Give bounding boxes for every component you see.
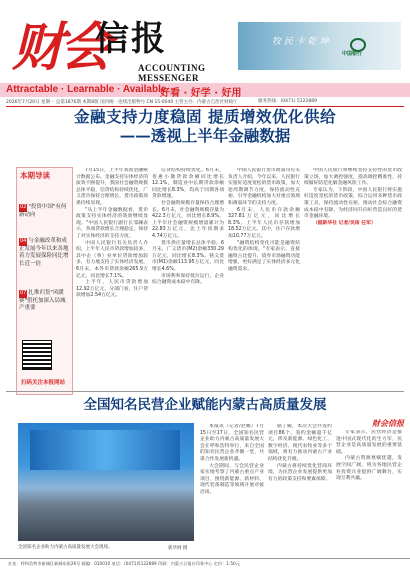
section-divider [6,391,404,392]
lead-headline[interactable]: 金融支持力度稳固 提质增效优化供给 [74,107,336,126]
paragraph: 6月末，人民币存款余额327.81万亿元，同比增长8.3%。上半年人民币存款增加18.52万亿元。其中，住户存款增加10.77万亿元。 [228,207,300,239]
logo-en-line-2: MESSENGER [138,73,200,83]
article-byline: （据新华社 记者/吴雨 任军） [313,220,376,226]
guide-item[interactable] [19,204,69,219]
masthead-logo-cai: 财会 [12,17,109,78]
section-logo: 财会信报 [372,419,404,428]
paragraph: 内蒙古将持续优化营商环境，为民营企业发展提供更加有力的政策支持和要素保障。 [268,463,332,482]
paragraph: 大会期间，与会民营企业家实地考察了内蒙古重点产业项目，围绕新能源、新材料、现代装备制造等领域开展对接洽谈。 [200,463,264,495]
guide-item-page: 02 [20,204,27,210]
paragraph: "融资结构变化可能是融资结构优化的体现。"专家表示，直接融资占比提升，债券市场融资功能增强，更好满足了实体经济多元化融资需求。 [228,240,300,272]
qr-code-icon[interactable] [22,340,52,370]
paragraph: 货币供应量增长总体平稳。6月末，广义货币(M2)余额330.29万亿元，同比增长8.3%。狭义货币(M1)余额113.95万亿元，同比增长4.6%。 [152,240,224,272]
guide-item-page: 07 [20,290,27,296]
top-banner-bank-name: 中国银行 [342,51,363,57]
paragraph: 市场利率保持低位运行，企业综合融资成本稳中有降。 [152,273,224,286]
second-article-column-3 [336,430,402,556]
guide-item[interactable] [19,290,69,313]
paragraph: 中国人民银行货币政策司有关负责人介绍，今年以来，人民银行实施好适度宽松的货币政策，加大逆周期调节力度，保持流动性充裕，引导金融机构加大对重点领域和薄弱环节的支持力度。 [228,168,300,206]
qr-code-label: 扫码关注本报网站 [21,380,66,386]
paragraph: 中国人民银行将继续坚持支持性的货币政策立场，加大调控强度，提高调控精准性，持续做好防范化解金融风险工作。 [304,168,402,187]
issue-guide-title: 本期导读 [20,171,50,180]
slogan-chinese: 好看 · 好学 · 好用 [160,88,242,99]
logo-en-line-1: ACCOUNTING [138,63,206,73]
second-article-column-2 [268,424,332,556]
second-article-headline[interactable]: 全国知名民营企业赋能内蒙古高质量发展 [83,397,327,413]
guide-item-page: 04 [20,238,27,244]
paragraph: 上半年，人民币贷款增加12.92万亿元。分部门看，住户贷款增加2.54万亿元。 [76,280,148,299]
top-banner-ad-text: 牧 民 卡 乾 坤 [272,37,329,47]
paragraph: 内蒙古资源禀赋优越，发展空间广阔，将为各地民营企业投资兴业提供广阔舞台，实现互利共赢。 [336,456,402,482]
guide-item-text: 与金融改革和成正发展今年以来各地着力发展保险同比增长近一倍 [19,238,69,267]
guide-item-text: 扎堆归货"风暖赛"借托加深入局城产重要 [19,290,66,311]
second-article-column-1 [200,424,264,556]
lead-article-column-2 [152,168,224,390]
issue-meta-line: 2026年7月20日 星期一 总第1876期 本期8版 国内统一连续出版物号 CN 15-0040 主管主办：内蒙古自治区财政厅 [6,99,404,107]
lead-subheadline[interactable]: ——透视上半年金融数据 [119,126,291,145]
lead-article-column-1 [76,168,148,390]
paragraph: 专家表示，民营经济是推进中国式现代化的生力军，民营企业是高质量发展的重要基础。 [336,430,402,455]
service-hotline: 服务热线：(0471) 5122889 [258,99,317,104]
slogan-english: Attractable · Learnable · Available [6,84,167,95]
guide-item-text: "投资中国"有何新动向 [19,204,67,218]
event-photo-stage-screen [30,430,180,470]
paragraph: 专家认为，下阶段，中国人民银行将实施好适度宽松的货币政策，综合运用多种货币政策工具，保持流动性充裕，推动社会综合融资成本稳中有降，为经济回升向好营造良好的货币金融环境。 [304,187,402,220]
photo-caption: 全国知名企业助力内蒙古高质量发展大会现场。 [18,545,113,550]
masthead-logo-english [138,63,206,83]
masthead-logo-xinbao: 信报 [95,19,167,59]
paragraph: 中国人民银行有关负责人介绍，上半年人民币贷款增加较多，其中企（事）业单位贷款增加较多，有力地支持了实体经济发展。6月末，本外币贷款余额265.9万亿元，同比增长7.1%。 [76,240,148,279]
photo-credit: 新华网 摄 [168,546,188,551]
paragraph: 7月15日，上半年我国金融统计数据公布。金融支持实体经济的质效不断提升，我国社会融资规模总体平稳，信贷结构持续优化，广义货币保持合理增长，货币政策效果持续显现。 [76,168,148,206]
page-footer: 社址：呼和浩特市新城区新城东街26号 邮编：010010 电话：(0471)5122889 印刷：内蒙古日报社印务中心 定价：1.50元 [0,558,410,568]
paragraph: 据了解，本次大会共签约项目86个，签约金额超千亿元，涉及新能源、绿色化工、数字经济、现代农牧业等多个领域，将有力推动内蒙古产业结构优化升级。 [268,424,332,462]
paragraph: "从上半年金融数据看，货币政策支持实体经济的效果继续显现。"中国人民银行副行长邹澜表示，各项贷款增长合理稳定，保持了对实体经济的支持力度。 [76,207,148,239]
lead-article-column-4 [304,168,402,390]
guide-item[interactable] [19,238,69,268]
paragraph: 信贷结构持续优化。6月末，普惠小微贷款余额同比增长12.1%，制造业中长期贷款余额同比增长8.3%，均高于同期各项贷款增速。 [152,168,224,200]
lead-article-column-3 [228,168,300,390]
paragraph: 社会融资规模存量保持合理增长。6月末，社会融资规模存量为422.3万亿元，同比增长8.9%。上半年社会融资规模增量累计为22.83万亿元，比上年同期多4.74万亿元。 [152,200,224,239]
paragraph: 本报讯（记者/赵娜）7月15日至17日，全国知名民营企业助力内蒙古高质量发展大会在呼和浩特举行，来自全国的知名民营企业齐聚一堂，共谋合作发展新机遇。 [200,424,264,462]
